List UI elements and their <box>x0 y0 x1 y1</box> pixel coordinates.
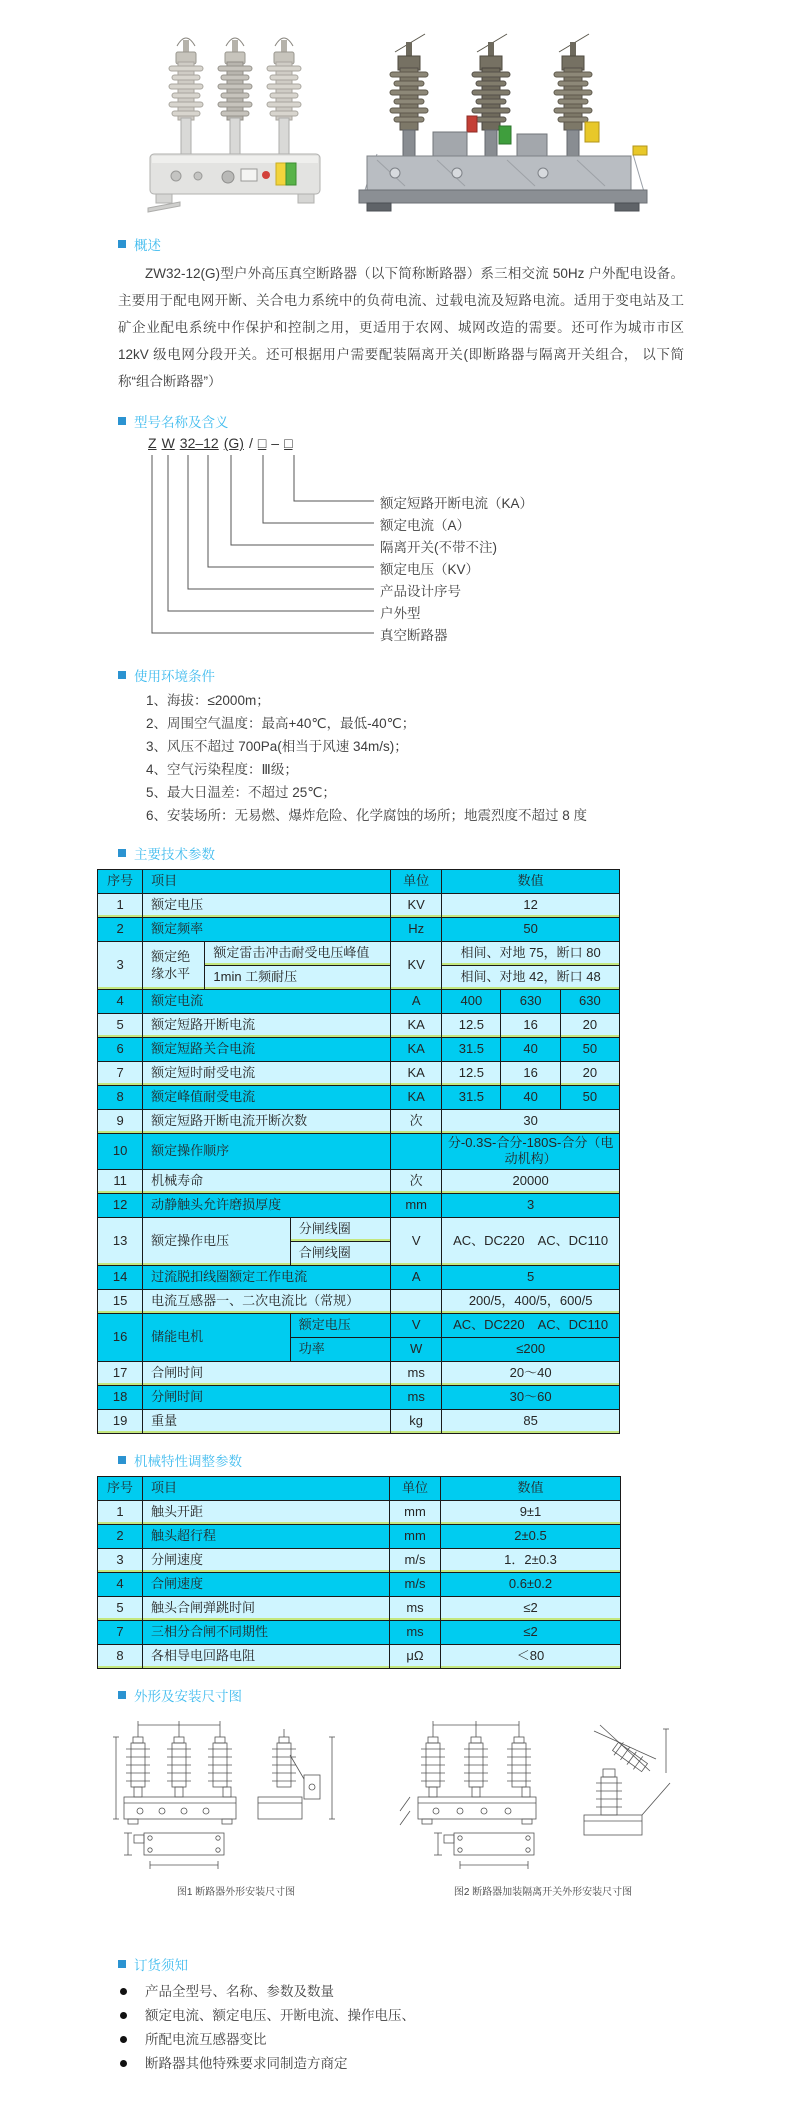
table-row <box>98 1134 620 1170</box>
main-params-table <box>97 869 620 1434</box>
cell-item: 过流脱扣线圈额定工作电流 <box>143 1265 391 1289</box>
figure-caption: 图2 断路器加装隔离开关外形安装尺寸图 <box>453 1886 633 1898</box>
bullet-icon <box>120 2012 127 2019</box>
cell-item: 各相导电回路电阻 <box>143 1644 390 1668</box>
cell-unit: W <box>391 1337 442 1361</box>
figure-2 <box>398 1715 688 1898</box>
cell-value: 9±1 <box>441 1500 621 1524</box>
cell-no: 13 <box>98 1217 143 1265</box>
cell-value: ≤200 <box>442 1337 620 1361</box>
model-label: 额定电压（KV） <box>380 562 480 577</box>
section-bullet-icon <box>118 1960 126 1968</box>
cell-value: 3 <box>442 1193 620 1217</box>
cell-item: 储能电机 <box>143 1313 291 1361</box>
cell-no: 10 <box>98 1134 143 1170</box>
table-row <box>98 1620 621 1644</box>
cell-no: 5 <box>98 1014 143 1038</box>
section-title-text: 使用环境条件 <box>134 669 215 684</box>
cell-subitem: 额定雷击冲击耐受电压峰值 <box>205 942 391 966</box>
cell-no: 4 <box>98 990 143 1014</box>
table-row <box>98 1548 621 1572</box>
model-token: – <box>271 435 280 451</box>
cell-no: 9 <box>98 1110 143 1134</box>
cell-item: 额定频率 <box>143 918 391 942</box>
cell-item: 额定操作顺序 <box>143 1134 391 1170</box>
cell-item: 额定峰值耐受电流 <box>143 1086 391 1110</box>
cell-subitem: 合闸线圈 <box>290 1241 390 1265</box>
mech-params-table <box>97 1476 621 1669</box>
cell-unit: 次 <box>391 1110 442 1134</box>
cell-item: 额定操作电压 <box>143 1217 291 1265</box>
table-row <box>98 1193 620 1217</box>
cell-value: 630 <box>560 990 619 1014</box>
cell-item: 额定电压 <box>143 894 391 918</box>
section-bullet-icon <box>118 849 126 857</box>
cell-unit: m/s <box>390 1572 441 1596</box>
cell-unit: Hz <box>391 918 442 942</box>
cell-no: 7 <box>98 1062 143 1086</box>
cell-unit: KA <box>391 1038 442 1062</box>
table-row <box>98 1361 620 1385</box>
cell-value: ≤2 <box>441 1620 621 1644</box>
list-item-text: 断路器其他特殊要求同制造方商定 <box>145 2055 348 2071</box>
cell-value: 相间、对地 42，断口 48 <box>442 966 620 990</box>
cell-unit <box>391 1134 442 1170</box>
figure-1 <box>108 1715 364 1898</box>
bullet-icon <box>120 2060 127 2067</box>
table-row <box>98 1110 620 1134</box>
cell-item: 额定短时耐受电流 <box>143 1062 391 1086</box>
cell-value: 20～40 <box>442 1361 620 1385</box>
model-label: 额定短路开断电流（KA） <box>380 496 534 511</box>
ordering-list <box>120 1980 793 2075</box>
section-ordering-title <box>118 1954 793 1974</box>
cell-item: 触头超行程 <box>143 1524 390 1548</box>
table-row <box>98 1385 620 1409</box>
list-item: 6、安装场所：无易燃、爆炸危险、化学腐蚀的场所；地震烈度不超过 8 度 <box>146 808 588 823</box>
cell-value: 200/5，400/5，600/5 <box>442 1289 620 1313</box>
cell-value: ＜80 <box>441 1644 621 1668</box>
product-photos <box>138 26 793 218</box>
cell-unit: KA <box>391 1062 442 1086</box>
list-item-text: 所配电流互感器变比 <box>145 2031 267 2047</box>
cell-item: 三相分合闸不同期性 <box>143 1620 390 1644</box>
section-bullet-icon <box>118 1456 126 1464</box>
cell-unit: mm <box>390 1524 441 1548</box>
cell-unit: A <box>391 990 442 1014</box>
table-row <box>98 1313 620 1337</box>
cell-no: 1 <box>98 1500 143 1524</box>
cell-item: 额定短路开断电流开断次数 <box>143 1110 391 1134</box>
cell-value: 50 <box>560 1038 619 1062</box>
table-row <box>98 990 620 1014</box>
cell-value: 12.5 <box>442 1014 501 1038</box>
cell-value: 630 <box>501 990 560 1014</box>
cell-unit: A <box>391 1265 442 1289</box>
cell-unit: KV <box>391 942 442 990</box>
breaker-with-isolator-dimension-drawing <box>398 1715 688 1877</box>
cell-value: 12 <box>442 894 620 918</box>
cell-subitem: 功率 <box>290 1337 390 1361</box>
col-header: 项目 <box>143 870 391 894</box>
section-title-text: 订货须知 <box>134 1957 188 1973</box>
cell-unit: m/s <box>390 1548 441 1572</box>
cell-no: 17 <box>98 1361 143 1385</box>
cell-no: 2 <box>98 918 143 942</box>
cell-value: 20 <box>560 1014 619 1038</box>
model-label: 额定电流（A） <box>380 518 471 533</box>
section-model-title <box>118 411 793 431</box>
cell-no: 8 <box>98 1086 143 1110</box>
cell-unit: μΩ <box>390 1644 441 1668</box>
cell-unit: mm <box>390 1500 441 1524</box>
table-row <box>98 1038 620 1062</box>
cell-no: 8 <box>98 1644 143 1668</box>
col-header: 数值 <box>442 870 620 894</box>
overview-paragraph: ZW32-12(G)型户外高压真空断路器（以下简称断路器）系三相交流 50Hz 户外配电设备。主要用于配电网开断、关合电力系统中的负荷电流、过载电流及短路电流。适用于变电站及工矿企业配电系统中作保护和控制之用，更适用于农网、城网改造的需要。还可作为城市市区 12kV 级电网分段开关。还可根据用户需要配装隔离开关(即断路器与隔离开关组合， 以下简称“组合断路器”） <box>118 266 684 389</box>
table-row <box>98 1644 621 1668</box>
cell-item: 额定绝缘水平 <box>143 942 205 990</box>
model-label: 产品设计序号 <box>380 584 461 599</box>
cell-no: 16 <box>98 1313 143 1361</box>
cell-item: 动静触头允许磨损厚度 <box>143 1193 391 1217</box>
section-main-params-title <box>118 843 793 863</box>
section-title-text: 外形及安装尺寸图 <box>134 1688 242 1704</box>
cell-no: 3 <box>98 942 143 990</box>
list-item: 5、最大日温差：不超过 25℃； <box>146 785 336 800</box>
table-row <box>98 1169 620 1193</box>
col-header: 数值 <box>441 1476 621 1500</box>
cell-value: 12.5 <box>442 1062 501 1086</box>
cell-item: 重量 <box>143 1409 391 1433</box>
table-row <box>98 1265 620 1289</box>
cell-value: 20000 <box>442 1169 620 1193</box>
cell-unit: ms <box>391 1385 442 1409</box>
cell-value: 5 <box>442 1265 620 1289</box>
cell-no: 19 <box>98 1409 143 1433</box>
cell-value: 31.5 <box>442 1086 501 1110</box>
cell-value: 16 <box>501 1014 560 1038</box>
list-item: 3、风压不超过 700Pa(相当于风速 34m/s)； <box>146 739 408 754</box>
section-mech-params-title <box>118 1450 793 1470</box>
cell-unit: ms <box>390 1620 441 1644</box>
table-row <box>98 1500 621 1524</box>
col-header: 项目 <box>143 1476 390 1500</box>
cell-value: 分-0.3S-合分-180S-合分（电动机构） <box>442 1134 620 1170</box>
cell-no: 5 <box>98 1596 143 1620</box>
list-item <box>120 1980 793 2003</box>
cell-item: 触头开距 <box>143 1500 390 1524</box>
breaker-photo-left <box>138 26 333 218</box>
section-title-text: 机械特性调整参数 <box>134 1453 242 1469</box>
cell-value: 0.6±0.2 <box>441 1572 621 1596</box>
cell-no: 3 <box>98 1548 143 1572</box>
cell-subitem: 额定电压 <box>290 1313 390 1337</box>
cell-unit: V <box>391 1313 442 1337</box>
model-token: (G) <box>223 435 244 451</box>
model-token: W <box>161 435 175 451</box>
cell-no: 14 <box>98 1265 143 1289</box>
col-header: 序号 <box>98 870 143 894</box>
cell-no: 12 <box>98 1193 143 1217</box>
cell-value: 40 <box>501 1086 560 1110</box>
list-item <box>120 2028 793 2051</box>
section-bullet-icon <box>118 417 126 425</box>
figure-caption: 图1 断路器外形安装尺寸图 <box>176 1886 296 1898</box>
cell-no: 2 <box>98 1524 143 1548</box>
cell-item: 额定电流 <box>143 990 391 1014</box>
cell-value: 16 <box>501 1062 560 1086</box>
list-item: 1、海拔：≤2000m； <box>146 693 270 708</box>
table-row <box>98 1014 620 1038</box>
model-token: / <box>248 435 253 451</box>
dimension-drawings <box>108 1715 793 1898</box>
table-row <box>98 1217 620 1241</box>
list-item-text: 额定电流、额定电压、开断电流、操作电压、 <box>145 2007 415 2023</box>
cell-value: 40 <box>501 1038 560 1062</box>
cell-unit <box>391 1289 442 1313</box>
cell-value: 85 <box>442 1409 620 1433</box>
cell-subitem: 1min 工频耐压 <box>205 966 391 990</box>
cell-unit: KA <box>391 1086 442 1110</box>
cell-item: 分闸速度 <box>143 1548 390 1572</box>
cell-no: 18 <box>98 1385 143 1409</box>
cell-no: 7 <box>98 1620 143 1644</box>
cell-subitem: 分闸线圈 <box>290 1217 390 1241</box>
section-overview-title <box>118 234 793 254</box>
model-token: 32–12 <box>179 435 219 451</box>
col-header: 序号 <box>98 1476 143 1500</box>
cell-unit: V <box>391 1217 442 1265</box>
cell-value: 50 <box>442 918 620 942</box>
cell-no: 4 <box>98 1572 143 1596</box>
section-bullet-icon <box>118 671 126 679</box>
breaker-dimension-drawing <box>108 1715 364 1877</box>
cell-value: 20 <box>560 1062 619 1086</box>
cell-item: 额定短路关合电流 <box>143 1038 391 1062</box>
cell-item: 合闸时间 <box>143 1361 391 1385</box>
cell-value: 相间、对地 75，断口 80 <box>442 942 620 966</box>
breaker-photo-right <box>347 26 662 218</box>
list-item-text: 产品全型号、名称、参数及数量 <box>145 1983 334 1999</box>
cell-item: 电流互感器一、二次电流比（常规） <box>143 1289 391 1313</box>
model-token: Z <box>148 435 157 451</box>
cell-value: 2±0.5 <box>441 1524 621 1548</box>
cell-value: 400 <box>442 990 501 1014</box>
section-bullet-icon <box>118 240 126 248</box>
cell-value: 31.5 <box>442 1038 501 1062</box>
section-environment-title <box>118 665 793 685</box>
cell-unit: kg <box>391 1409 442 1433</box>
model-label: 隔离开关(不带不注) <box>380 540 497 555</box>
cell-item: 额定短路开断电流 <box>143 1014 391 1038</box>
cell-value: 30～60 <box>442 1385 620 1409</box>
list-item: 2、周围空气温度：最高+40℃，最低-40℃； <box>146 716 416 731</box>
section-drawings-title <box>118 1685 793 1705</box>
cell-value: AC、DC220 AC、DC110 <box>442 1217 620 1265</box>
list-item: 4、空气污染程度：Ⅲ级； <box>146 762 298 777</box>
cell-unit: ms <box>390 1596 441 1620</box>
bullet-icon <box>120 2036 127 2043</box>
table-row <box>98 1062 620 1086</box>
cell-no: 11 <box>98 1169 143 1193</box>
cell-no: 6 <box>98 1038 143 1062</box>
model-token: □ <box>284 435 293 451</box>
model-designation-diagram <box>118 435 758 649</box>
cell-item: 合闸速度 <box>143 1572 390 1596</box>
cell-unit: 次 <box>391 1169 442 1193</box>
table-row <box>98 1086 620 1110</box>
cell-unit: KA <box>391 1014 442 1038</box>
bullet-icon <box>120 1988 127 1995</box>
table-row <box>98 942 620 966</box>
cell-value: 30 <box>442 1110 620 1134</box>
cell-unit: KV <box>391 894 442 918</box>
model-label: 户外型 <box>380 606 421 621</box>
cell-unit: mm <box>391 1193 442 1217</box>
cell-item: 机械寿命 <box>143 1169 391 1193</box>
section-title-text: 主要技术参数 <box>134 847 215 862</box>
cell-no: 15 <box>98 1289 143 1313</box>
cell-value: AC、DC220 AC、DC110 <box>442 1313 620 1337</box>
cell-unit: ms <box>391 1361 442 1385</box>
table-header-row <box>98 1476 621 1500</box>
list-item <box>120 2004 793 2027</box>
model-label: 真空断路器 <box>380 628 448 643</box>
table-row <box>98 1409 620 1433</box>
model-token: □ <box>257 435 267 451</box>
environment-list <box>146 689 793 827</box>
cell-value: 1．2±0.3 <box>441 1548 621 1572</box>
section-bullet-icon <box>118 1691 126 1699</box>
cell-value: ≤2 <box>441 1596 621 1620</box>
cell-value: 50 <box>560 1086 619 1110</box>
col-header: 单位 <box>390 1476 441 1500</box>
cell-no: 1 <box>98 894 143 918</box>
col-header: 单位 <box>391 870 442 894</box>
list-item <box>120 2052 793 2075</box>
section-title-text: 概述 <box>134 238 161 253</box>
table-row <box>98 1596 621 1620</box>
table-row <box>98 918 620 942</box>
table-row <box>98 894 620 918</box>
cell-item: 触头合闸弹跳时间 <box>143 1596 390 1620</box>
table-row <box>98 1572 621 1596</box>
cell-item: 分闸时间 <box>143 1385 391 1409</box>
table-row <box>98 1524 621 1548</box>
section-title-text: 型号名称及含义 <box>134 415 229 430</box>
table-row <box>98 1289 620 1313</box>
table-header-row <box>98 870 620 894</box>
